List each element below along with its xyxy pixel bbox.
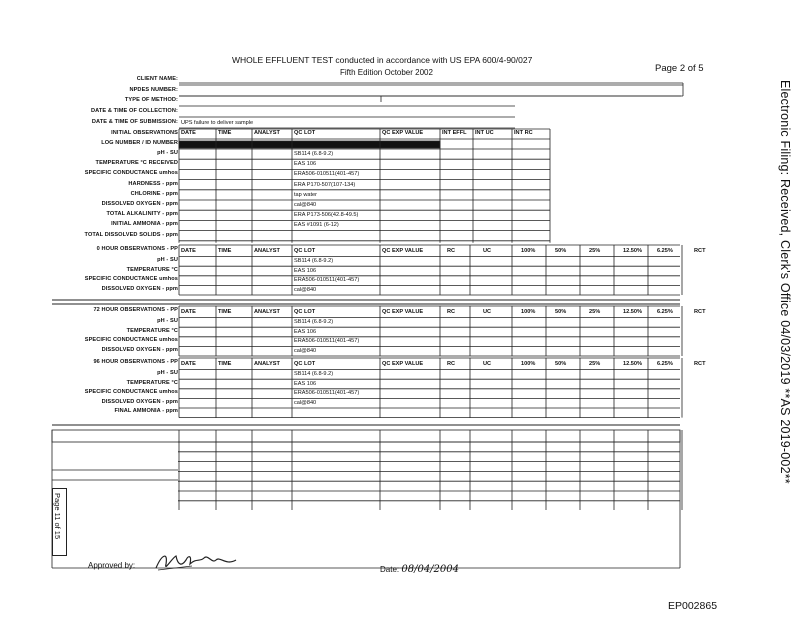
row-label: DISSOLVED OXYGEN - ppm (101, 285, 178, 292)
form-label: CLIENT NAME: (136, 76, 178, 82)
column-header: 50% (555, 361, 567, 367)
column-header: INT UC (475, 130, 494, 136)
section-title: 0 HOUR OBSERVATIONS - PP (96, 246, 178, 252)
row-label: HARDNESS - ppm (128, 180, 178, 187)
row-label: SPECIFIC CONDUCTANCE umhos (84, 170, 178, 177)
qc-lot: EAS #1091 (6-12) (294, 222, 339, 229)
row-label: CHLORINE - ppm (130, 190, 178, 197)
row-label: SPECIFIC CONDUCTANCE umhos (84, 389, 178, 396)
column-header: DATE (181, 248, 196, 254)
column-header: DATE (181, 361, 196, 367)
qc-lot: SB114 (6.8-9.2) (294, 151, 334, 157)
qc-lot: EAS 106 (294, 380, 317, 387)
form-label: NPDES NUMBER: (129, 87, 178, 93)
column-header: QC EXP VALUE (382, 361, 424, 367)
row-label: pH - SU (157, 318, 178, 324)
qc-lot: EAS 106 (294, 328, 317, 335)
column-header: TIME (218, 248, 232, 254)
row-label: TOTAL DISSOLVED SOLIDS - ppm (84, 231, 178, 238)
row-label: TEMPERATURE °C (126, 379, 178, 386)
row-label: pH - SU (157, 257, 178, 263)
column-header: TIME (218, 361, 232, 367)
column-header: RCT (694, 309, 706, 315)
qc-lot: ERA506-010511(401-457) (294, 338, 360, 345)
column-header: RCT (694, 361, 706, 367)
column-header: ANALYST (254, 248, 280, 254)
form-label: TYPE OF METHOD: (124, 97, 178, 103)
column-header: UC (483, 361, 492, 367)
grid-box (52, 430, 680, 442)
qc-lot: cal@840 (294, 202, 317, 208)
qc-lot: tap water (294, 191, 318, 198)
qc-lot: SB114 (6.8-9.2) (294, 258, 334, 264)
column-header: 25% (589, 309, 601, 315)
approved-label: Approved by: (88, 561, 136, 570)
column-header: 6.25% (657, 309, 673, 315)
qc-lot: cal@840 (294, 347, 317, 354)
section-title: 72 HOUR OBSERVATIONS - PP (93, 307, 178, 313)
column-header: TIME (218, 130, 232, 136)
row-label: INITIAL AMMONIA - ppm (111, 221, 178, 228)
qc-lot: SB114 (6.8-9.2) (294, 319, 334, 325)
column-header: 25% (589, 361, 601, 367)
column-header: QC LOT (294, 130, 316, 136)
column-header: RCT (694, 248, 706, 254)
column-header: 6.25% (657, 248, 673, 254)
column-header: 100% (521, 361, 536, 367)
signature-image (152, 548, 242, 574)
column-header: QC EXP VALUE (382, 309, 424, 315)
bates-number: EP002865 (668, 600, 718, 612)
qc-lot: ERA P170-507(107-134) (294, 181, 356, 188)
row-label: TEMPERATURE °C (126, 266, 178, 273)
row-label: TEMPERATURE °C RECEIVED (95, 160, 178, 167)
section-title: 96 HOUR OBSERVATIONS - PP (93, 359, 178, 365)
submission-value: UPS failure to deliver sample (181, 120, 254, 126)
qc-lot: EAS 106 (294, 161, 317, 168)
filing-stamp: Electronic Filing: Received, Clerk's Office 04/03/2019 **AS 2019-002** (778, 80, 792, 484)
grid-box (179, 141, 440, 148)
column-header: QC EXP VALUE (382, 130, 424, 136)
qc-lot: cal@840 (294, 286, 317, 293)
column-header: 100% (521, 248, 536, 254)
column-header: INT EFFL (442, 130, 467, 136)
form-title: WHOLE EFFLUENT TEST conducted in accordance with US EPA 600/4-90/027 (232, 55, 533, 65)
qc-lot: ERA506-010511(401-457) (294, 277, 360, 284)
page-box (52, 488, 67, 556)
row-label: DISSOLVED OXYGEN - ppm (101, 398, 178, 405)
qc-lot: ERA P173-506(42.8-49.5) (294, 212, 359, 219)
page-box-text: Page 11 of 15 (53, 493, 62, 540)
column-header: DATE (181, 309, 196, 315)
row-label: SPECIFIC CONDUCTANCE umhos (84, 276, 178, 283)
row-label: DISSOLVED OXYGEN - ppm (101, 346, 178, 353)
column-header: 12.50% (623, 309, 642, 315)
column-header: QC LOT (294, 309, 316, 315)
column-header: 6.25% (657, 361, 673, 367)
form-label: DATE & TIME OF SUBMISSION: (91, 119, 178, 125)
row-label: FINAL AMMONIA - ppm (114, 408, 178, 415)
date-label: Date: 08/04/2004 (380, 564, 459, 575)
column-header: ANALYST (254, 130, 280, 136)
column-header: 100% (521, 309, 536, 315)
page-number: Page 2 of 5 (655, 63, 704, 74)
column-header: ANALYST (254, 361, 280, 367)
column-header: 12.50% (623, 248, 642, 254)
date-value: 08/04/2004 (401, 564, 459, 575)
row-label: pH - SU (157, 150, 178, 156)
row-label: TEMPERATURE °C (126, 327, 178, 334)
column-header: QC EXP VALUE (382, 248, 424, 254)
column-header: UC (483, 309, 492, 315)
qc-lot: SB114 (6.8-9.2) (294, 371, 334, 377)
column-header: RC (447, 309, 456, 315)
form-label: DATE & TIME OF COLLECTION: (90, 108, 178, 114)
column-header: 50% (555, 248, 567, 254)
column-header: RC (447, 361, 456, 367)
qc-lot: ERA506-010511(401-457) (294, 171, 360, 178)
qc-lot: ERA506-010511(401-457) (294, 390, 360, 397)
column-header: RC (447, 248, 456, 254)
column-header: TIME (218, 309, 232, 315)
column-header: QC LOT (294, 248, 316, 254)
row-label: TOTAL ALKALINITY - ppm (106, 211, 178, 218)
form-subtitle: Fifth Edition October 2002 (340, 68, 433, 77)
column-header: DATE (181, 130, 196, 136)
row-label: SPECIFIC CONDUCTANCE umhos (84, 337, 178, 344)
row-label: pH - SU (157, 370, 178, 376)
column-header: 25% (589, 248, 601, 254)
qc-lot: EAS 106 (294, 267, 317, 274)
row-label: LOG NUMBER / ID NUMBER (101, 140, 178, 146)
column-header: INT RC (514, 130, 533, 136)
column-header: ANALYST (254, 309, 280, 315)
column-header: 50% (555, 309, 567, 315)
qc-lot: cal@840 (294, 399, 317, 406)
column-header: UC (483, 248, 492, 254)
column-header: 12.50% (623, 361, 642, 367)
row-label: DISSOLVED OXYGEN - ppm (101, 201, 178, 207)
section-title: INITIAL OBSERVATIONS (111, 130, 178, 136)
column-header: QC LOT (294, 361, 316, 367)
